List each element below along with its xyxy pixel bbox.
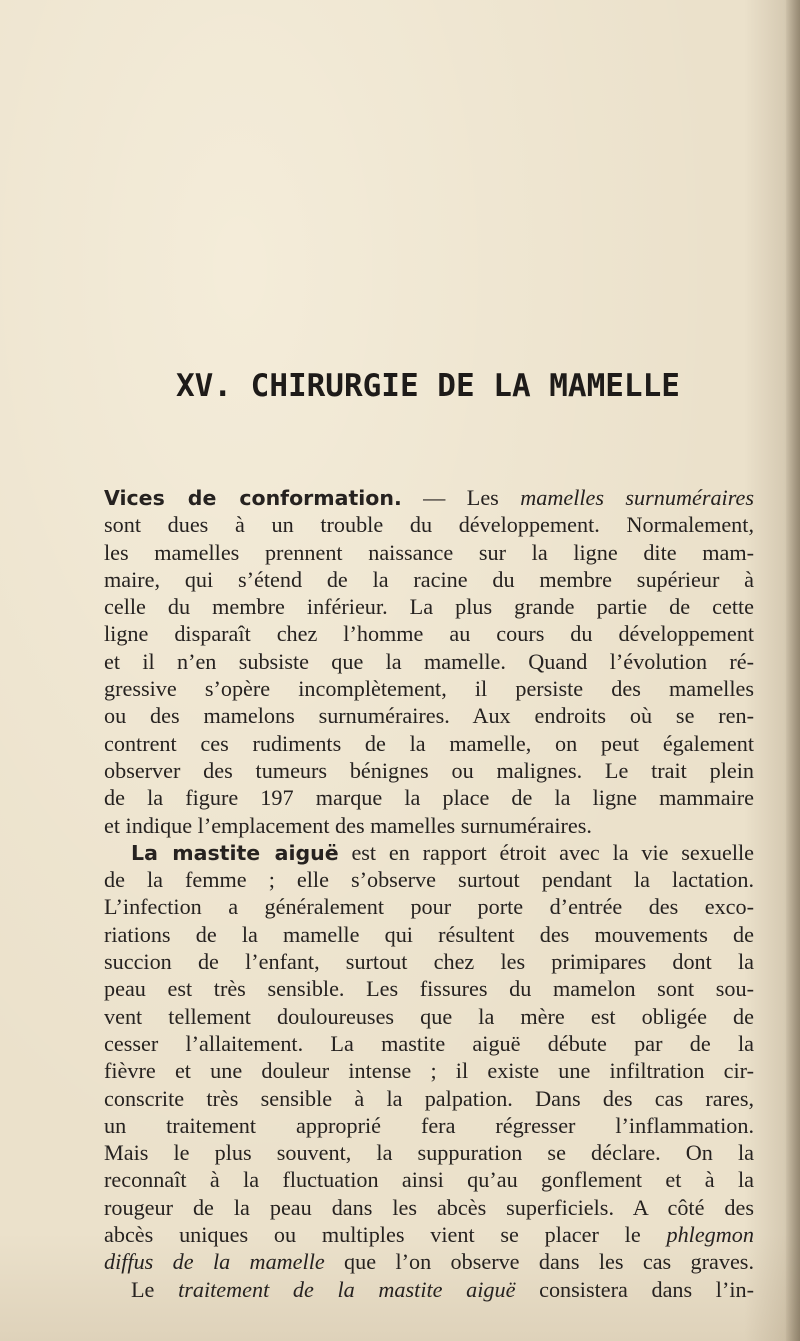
text-line: et indique l’emplacement des mamelles surnuméraires. [104,812,592,838]
text-line: reconnaît à la fluctuation ainsi qu’au gonflement et à la [104,1167,754,1193]
text-line: conscrite très sensible à la palpation. Dans des cas rares, [104,1085,754,1111]
text-line: un traitement approprié fera régresser l’inflammation. [104,1112,754,1138]
text-line: les mamelles prennent naissance sur la ligne dite mam- [104,539,754,565]
section-heading: Vices de conformation. [104,486,402,510]
text-line: et il n’en subsiste que la mamelle. Quand l’évolution ré- [104,648,754,674]
body-text [104,484,754,1303]
text-line: sont dues à un trouble du développement. Normalement, [104,512,754,538]
italic-term: mamelles surnuméraires [520,485,755,510]
text-line: succion de l’enfant, surtout chez les primipares dont la [104,949,754,975]
text-line: abcès uniques ou multiples vient se placer le phlegmon [104,1222,754,1248]
text-line: Mais le plus souvent, la suppuration se déclare. On la [104,1140,754,1166]
text-line: ou des mamelons surnuméraires. Aux endroits où se ren- [104,703,754,729]
text-line: celle du membre inférieur. La plus grande partie de cette [104,594,754,620]
text-line: vent tellement douloureuses que la mère est obligée de [104,1003,754,1029]
text-line: riations de la mamelle qui résultent des mouvements de [104,921,754,947]
text-line: fièvre et une douleur intense ; il existe une infiltration cir- [104,1058,754,1084]
text-line: L’infection a généralement pour porte d’entrée des exco- [104,894,754,920]
text-line: Vices de conformation. — Les mamelles surnuméraires [104,485,755,510]
section-heading: La mastite aiguë [131,840,339,865]
text-line: maire, qui s’étend de la racine du membre supérieur à [104,566,754,592]
italic-term: phlegmon [666,1222,754,1248]
text-line: contrent ces rudiments de la mamelle, on peut également [104,730,754,756]
text-line: diffus de la mamelle que l’on observe dans les cas graves. [104,1249,754,1275]
text-line: peau est très sensible. Les fissures du mamelon sont sou- [104,976,754,1002]
page-edge-shadow [786,0,800,1341]
text-line: de la figure 197 marque la place de la ligne mammaire [104,785,754,811]
text-line: de la femme ; elle s’observe surtout pendant la lactation. [104,867,754,893]
text-line: cesser l’allaitement. La mastite aiguë débute par de la [104,1030,754,1056]
text-line: rougeur de la peau dans les abcès superficiels. A côté des [104,1194,754,1220]
chapter-title: XV. CHIRURGIE DE LA MAMELLE [176,368,680,404]
text-line: Le traitement de la mastite aiguë consistera dans l’in- [131,1276,754,1302]
text-line: La mastite aiguë est en rapport étroit avec la vie sexuelle [131,839,754,865]
text-line: ligne disparaît chez l’homme au cours du développement [104,621,754,647]
text-line: gressive s’opère incomplètement, il persiste des mamelles [104,676,754,702]
italic-term: traitement de la mastite aiguë [178,1276,516,1302]
text-line: observer des tumeurs bénignes ou malignes. Le trait plein [104,757,754,783]
italic-term: diffus de la mamelle [104,1249,325,1275]
